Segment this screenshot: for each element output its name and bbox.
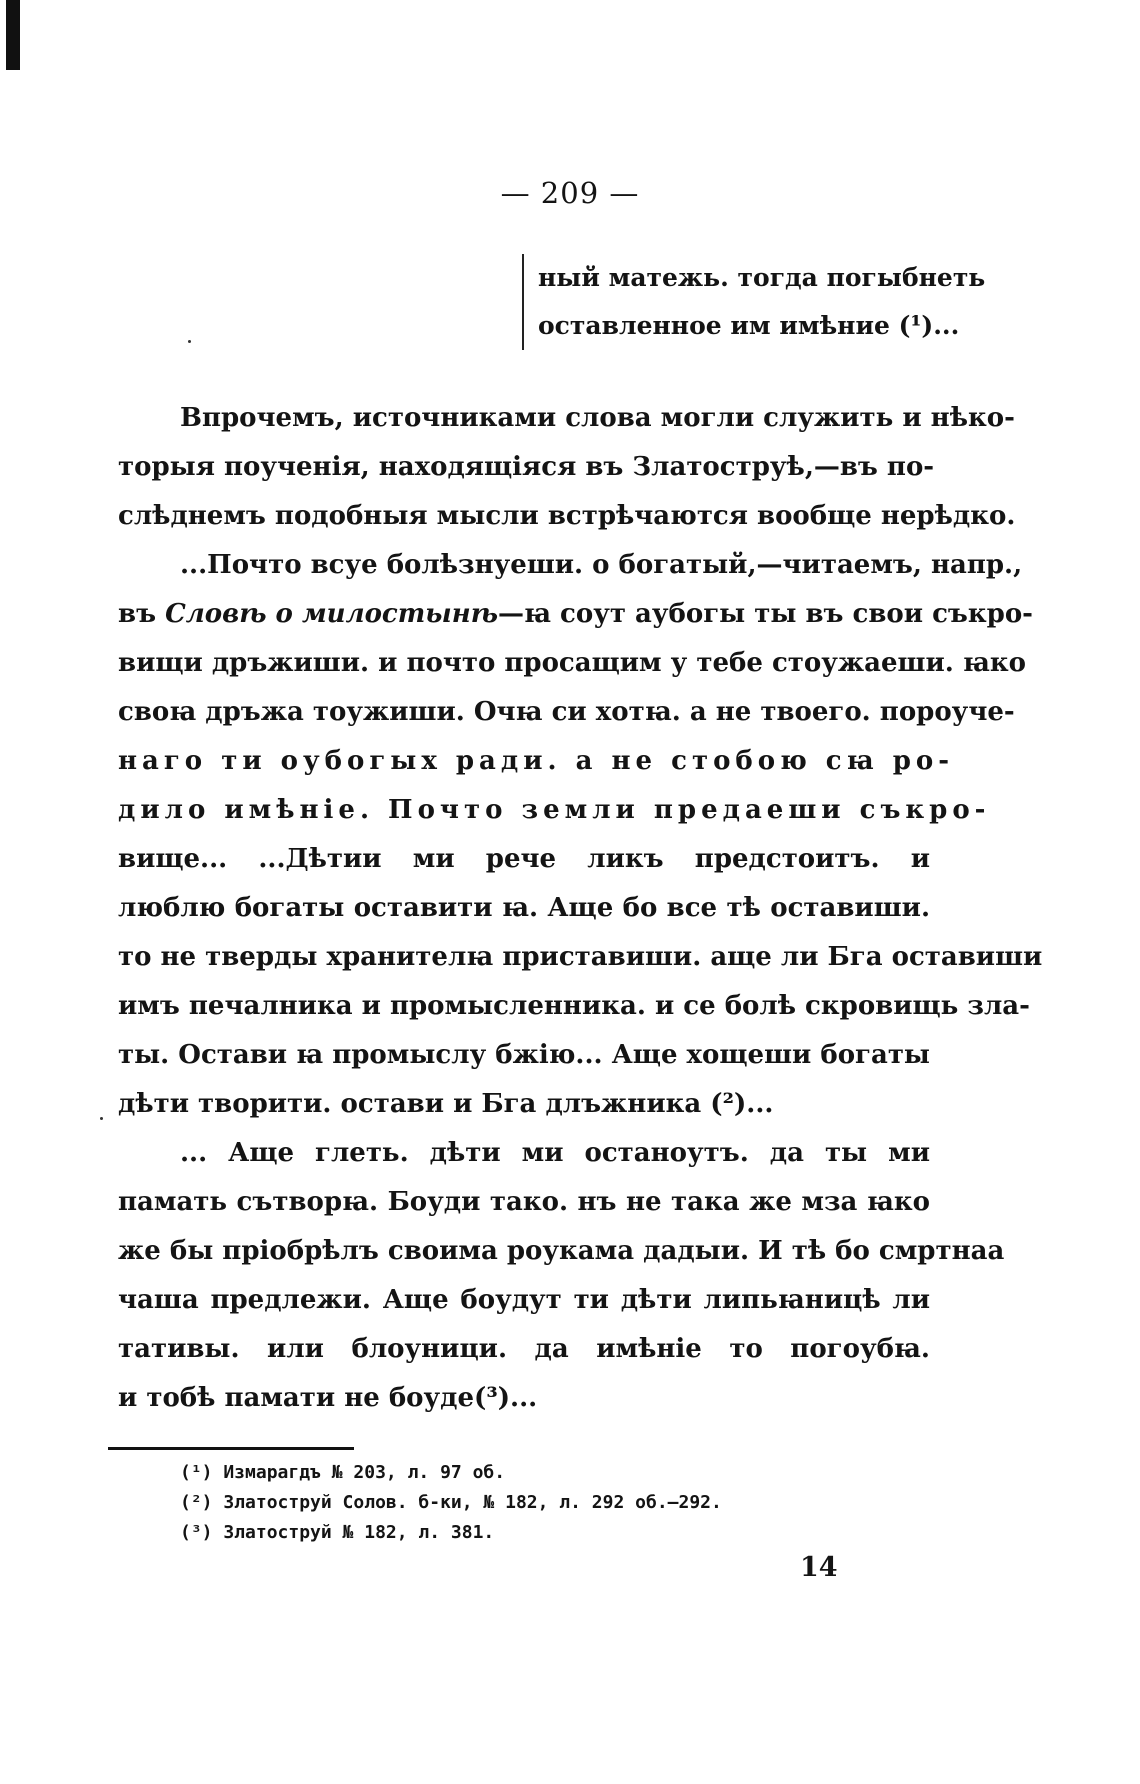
footnote: (¹) Измарагдъ № 203, л. 97 об.	[180, 1462, 506, 1483]
text-line: въ Словѣ о милостынѣ—ꙗ соут аубогы ты въ свои съкро-	[118, 599, 1033, 629]
text-line: дѣти творити. остави и Бга длъжника (²)...	[118, 1089, 774, 1119]
quote-line: ный матежь. тогда погыбнеть	[538, 263, 986, 292]
text-line: памать сътворꙗ. Боуди тако. нъ не така же мза ꙗко	[118, 1187, 930, 1217]
quote-continuation	[522, 254, 986, 350]
scan-speck	[188, 340, 191, 343]
text-line: люблю богаты оставити ꙗ. Аще бо все тѣ оставиши.	[118, 893, 930, 923]
text-line: и тобѣ памати не боуде(³)...	[118, 1383, 538, 1413]
text-line: тативы. или блоуници. да имѣніе то погоубꙗ.	[118, 1334, 930, 1364]
text-line: чаша предлежи. Аще боудут ти дѣти липьꙗницѣ ли	[118, 1285, 930, 1315]
quote-line: оставленное им имѣние (¹)...	[538, 311, 960, 340]
footnotes	[180, 1458, 900, 1548]
text-line: наго ти оубогых ради. а не стобою сꙗ ро-	[118, 746, 955, 776]
footnote-rule	[108, 1447, 354, 1450]
text-line: слѣднемъ подобныя мысли встрѣчаются вообще нерѣдко.	[118, 501, 1016, 531]
text-line: дило имѣніе. Почто земли предаеши съкро-	[118, 795, 991, 825]
footnote: (³) Златоструй № 182, л. 381.	[180, 1522, 495, 1543]
page-number: — 209 —	[500, 176, 640, 210]
text-line: торыя поученія, находящіяся въ Златоструѣ,—въ по-	[118, 452, 935, 482]
scan-speck	[100, 1117, 103, 1120]
text-line: имъ печалника и промысленника. и се болѣ скровищь зла-	[118, 991, 1030, 1021]
text-line: вище... ...Дѣтии ми рече ликъ предстоитъ. и	[118, 844, 930, 874]
text-line: ...Почто всуе болѣзнуеши. о богатый,—читаемъ, напр.,	[180, 550, 1023, 580]
sheet-number: 14	[800, 1552, 838, 1583]
body-text	[118, 394, 1043, 1423]
footnote: (²) Златоструй Солов. б-ки, № 182, л. 292 об.—292.	[180, 1492, 722, 1513]
text-line: ты. Остави ꙗ промыслу бжію... Аще хощеши богаты	[118, 1040, 930, 1070]
text-line: же бы пріобрѣлъ своима роукама дадыи. И тѣ бо смртнаа	[118, 1236, 1005, 1266]
text-line: Впрочемъ, источниками слова могли служить и нѣко-	[180, 403, 1015, 433]
binding-mark	[6, 0, 20, 70]
text-line: своꙗ дръжа тоужиши. Очꙗ си хотꙗ. а не твоего. пороуче-	[118, 697, 1015, 727]
text-line: вищи дръжиши. и почто просащим у тебе стоужаеши. ꙗко	[118, 648, 1026, 678]
italic-title: Словѣ о милостынѣ	[165, 599, 498, 629]
text-line: ... Аще глеть. дѣти ми останоутъ. да ты ми	[180, 1138, 930, 1168]
text-line: то не тверды хранителꙗ приставиши. аще ли Бга оставиши	[118, 942, 1043, 972]
